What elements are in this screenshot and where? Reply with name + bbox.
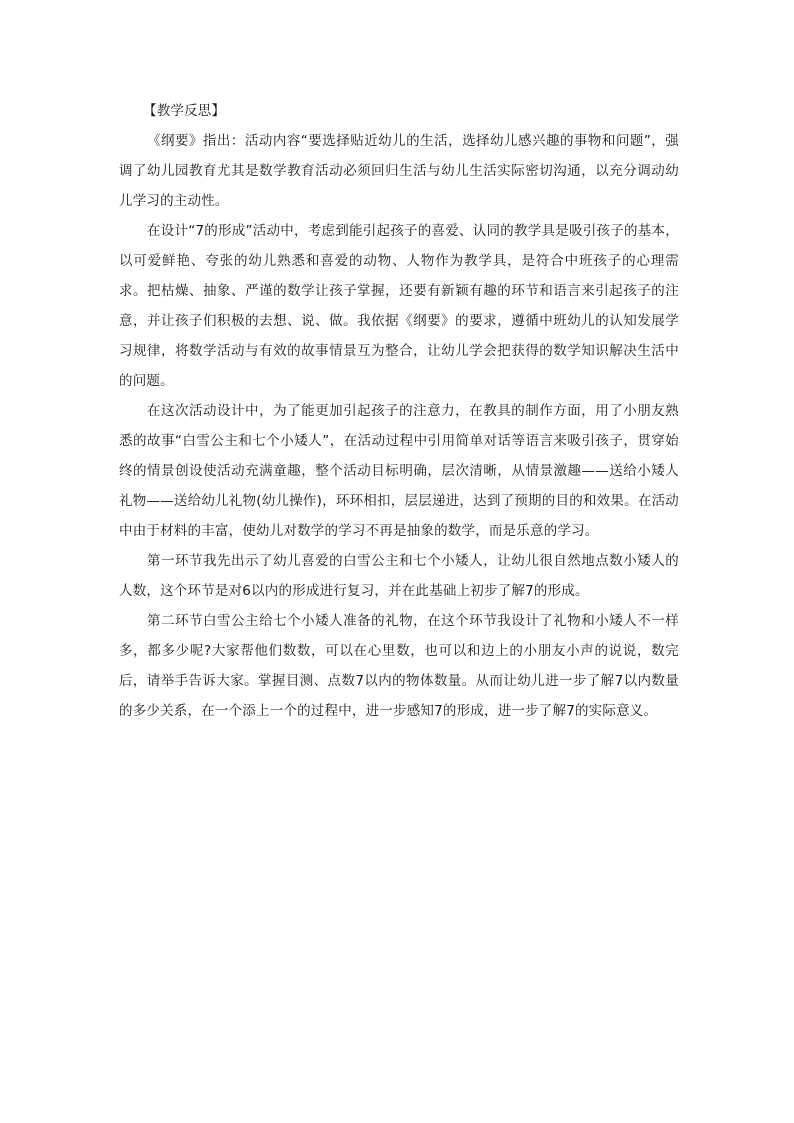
- section-heading: 【教学反思】: [143, 103, 226, 119]
- paragraph-1: 《纲要》指出：活动内容“要选择贴近幼儿的生活，选择幼儿感兴趣的事物和问题”，强调了幼儿园教育尤其是数学教育活动必须回归生活与幼儿生活实际密切沟通，以充分调动幼儿学习的主动性。: [119, 133, 679, 209]
- paragraph-4: 第一环节我先出示了幼儿喜爱的白雪公主和七个小矮人，让幼儿很自然地点数小矮人的人数，这个环节是对6以内的形成进行复习，并在此基础上初步了解7的形成。: [119, 553, 679, 599]
- paragraph-2: 在设计“7的形成”活动中，考虑到能引起孩子的喜爱、认同的教学具是吸引孩子的基本，以可爱鲜艳、夸张的幼儿熟悉和喜爱的动物、人物作为教学具，是符合中班孩子的心理需求。把枯燥、抽象、严谨的数学让孩子掌握，还要有新颖有趣的环节和语言来引起孩子的注意，并让孩子们积极的去想、说、做。我依据《纲要》的要求，遵循中班幼儿的认知发展学习规律，将数学活动与有效的故事情景互为整合，让幼儿学会把获得的数学知识解决生活中的问题。: [119, 223, 679, 389]
- paragraph-5: 第二环节白雪公主给七个小矮人准备的礼物，在这个环节我设计了礼物和小矮人不一样多，都多少呢?大家帮他们数数，可以在心里数，也可以和边上的小朋友小声的说说，数完后，请举手告诉大家。掌握目测、点数7以内的物体数量。从而让幼儿进一步了解7以内数量的多少关系，在一个添上一个的过程中，进一步感知7的形成，进一步了解7的实际意义。: [119, 613, 679, 719]
- document-body: [119, 96, 679, 726]
- paragraph-3: 在这次活动设计中，为了能更加引起孩子的注意力，在教具的制作方面，用了小朋友熟悉的故事“白雪公主和七个小矮人”，在活动过程中引用简单对话等语言来吸引孩子，贯穿始终的情景创设使活动充满童趣，整个活动目标明确，层次清晰，从情景激趣——送给小矮人礼物——送给幼儿礼物(幼儿操作)，环环相扣，层层递进，达到了预期的目的和效果。在活动中由于材料的丰富，使幼儿对数学的学习不再是抽象的数学，而是乐意的学习。: [119, 403, 679, 539]
